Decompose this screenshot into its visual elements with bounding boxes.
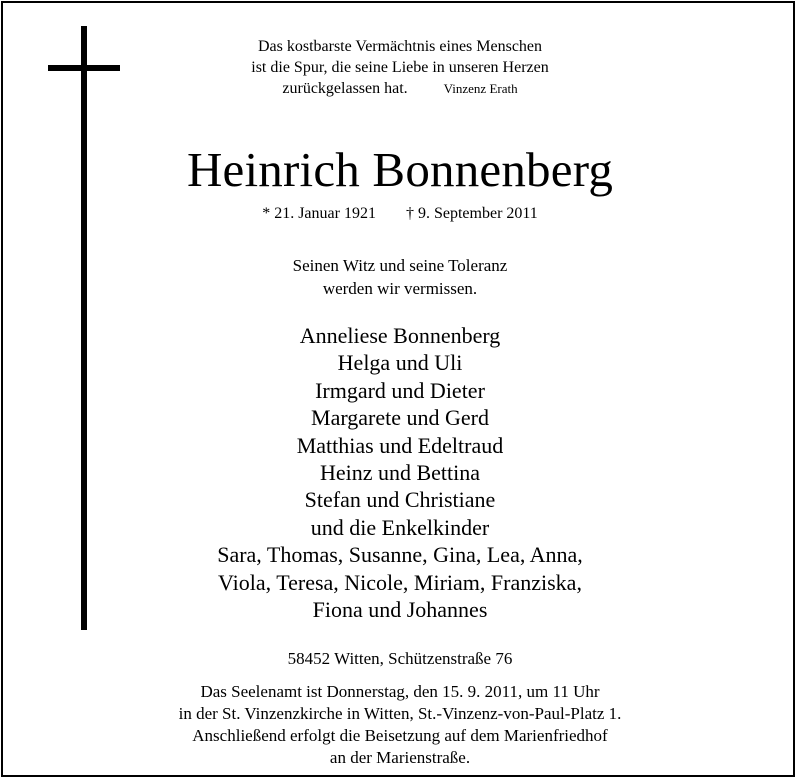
family-member: Matthias und Edeltraud — [296, 432, 504, 458]
birth-date: * 21. Januar 1921 — [262, 205, 376, 222]
family-member: Margarete und Gerd — [311, 405, 489, 431]
funeral-service-info — [0, 681, 800, 769]
family-list — [0, 322, 800, 623]
quote-line: zurückgelassen hat. — [282, 80, 408, 97]
tribute-text — [0, 254, 800, 300]
family-member: Fiona und Johannes — [312, 597, 488, 623]
family-member: Anneliese Bonnenberg — [299, 323, 501, 348]
family-member: Viola, Teresa, Nicole, Miriam, Franziska, — [218, 569, 582, 595]
tribute-line: werden wir vermissen. — [322, 279, 478, 298]
family-member: Irmgard und Dieter — [315, 377, 485, 403]
family-member: Stefan und Christiane — [304, 487, 496, 513]
service-line: an der Marienstraße. — [329, 748, 471, 767]
family-address: 58452 Witten, Schützenstraße 76 — [287, 649, 513, 668]
tribute-line: Seinen Witz und seine Toleranz — [292, 256, 508, 275]
family-member: Heinz und Bettina — [319, 460, 481, 486]
quote-line: Das kostbarste Vermächtnis eines Menschen — [257, 38, 543, 55]
memorial-quote — [0, 36, 800, 99]
service-line: Das Seelenamt ist Donnerstag, den 15. 9. 2011, um 11 Uhr — [200, 682, 600, 701]
service-line: in der St. Vinzenzkirche in Witten, St.-Vinzenz-von-Paul-Platz 1. — [178, 704, 622, 723]
deceased-name: Heinrich Bonnenberg — [186, 142, 614, 197]
family-member: und die Enkelkinder — [310, 514, 490, 540]
family-member: Helga und Uli — [337, 350, 463, 376]
family-member: Sara, Thomas, Susanne, Gina, Lea, Anna, — [217, 542, 583, 568]
quote-line-last — [0, 78, 800, 99]
service-line: Anschließend erfolgt die Beisetzung auf dem Marienfriedhof — [192, 726, 608, 745]
quote-author: Vinzenz Erath — [443, 81, 518, 96]
death-date: † 9. September 2011 — [405, 205, 538, 222]
quote-line: ist die Spur, die seine Liebe in unseren Herzen — [251, 59, 549, 76]
life-dates — [0, 203, 800, 225]
